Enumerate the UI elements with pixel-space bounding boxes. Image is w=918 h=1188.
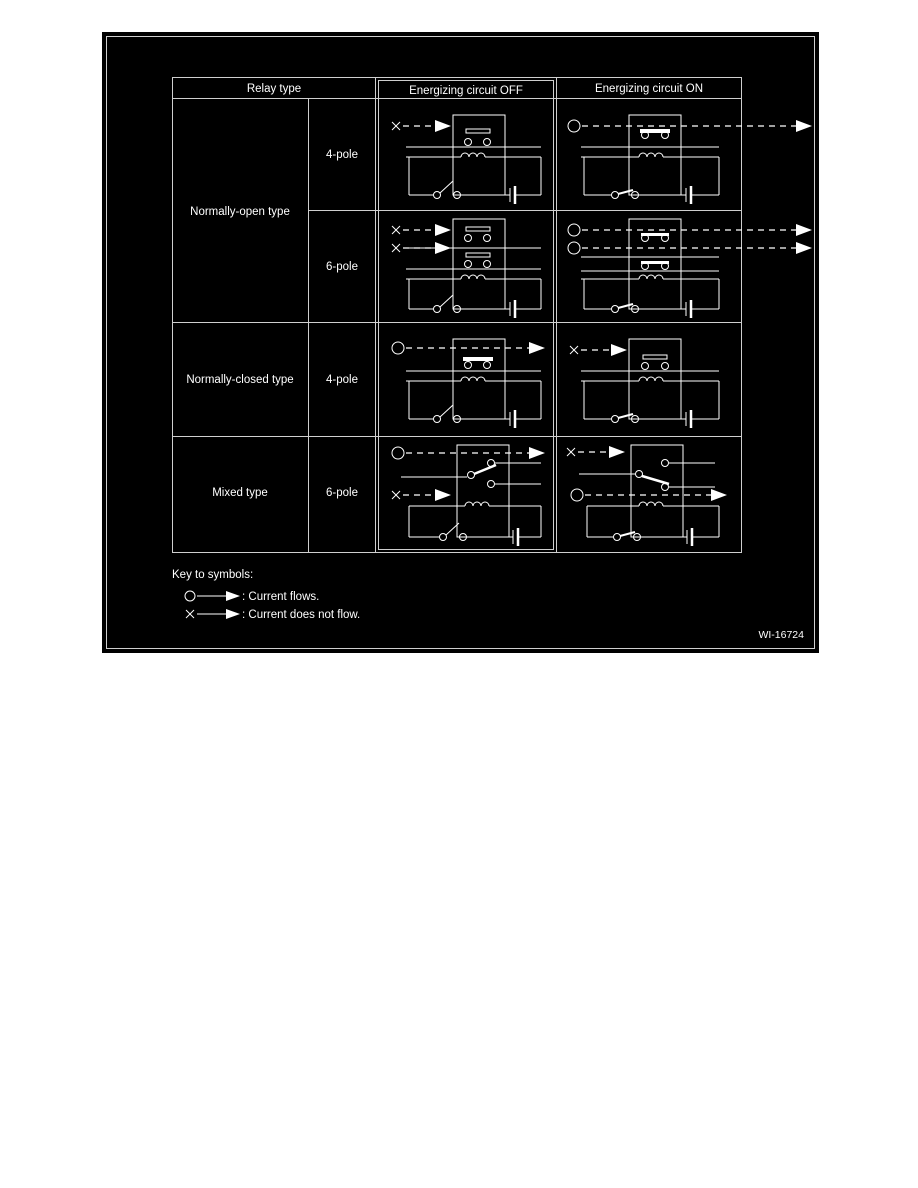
arrow-icon [609,446,625,458]
arrow-icon [796,242,812,254]
header-energizing-off: Energizing circuit OFF [409,85,523,97]
row-type-normally-open: Normally-open type [190,206,290,218]
switch-lever [618,190,633,194]
circuit-no6-on [568,219,812,318]
circuit-nc4-off [392,339,545,428]
arrow-icon [435,224,451,236]
row-pole-3: 4-pole [326,374,358,386]
coil [581,153,719,157]
circle-marker-icon [392,342,404,354]
cross-marker-icon [567,448,575,456]
arrow-icon [796,120,812,132]
row-type-mixed: Mixed type [212,487,268,499]
circuit-mixed-on [567,445,727,546]
contact-bar [640,129,670,133]
arrow-icon [796,224,812,236]
key-flows-row [185,591,319,603]
key-not-flow-text: : Current does not flow. [242,609,361,621]
circle-marker-icon [571,489,583,501]
row-pole-2: 6-pole [326,261,358,273]
arrow-icon [226,609,240,619]
circle-marker-icon [568,242,580,254]
arrow-icon [711,489,727,501]
cross-marker-icon [392,491,400,499]
switch-point [612,192,619,199]
row-type-normally-closed: Normally-closed type [186,374,294,386]
key-not-flow-row [186,609,360,621]
figure-frame [107,37,815,649]
row-pole-4: 6-pole [326,487,358,499]
relay-diagram-svg [102,32,819,653]
circuit-no4-on [568,115,812,204]
arrow-icon [529,447,545,459]
circuit-no6-off [392,219,541,318]
header-relay-type: Relay type [246,83,302,95]
arrow-icon [435,489,451,501]
circuit-nc4-on [570,339,719,428]
header-energizing-on: Energizing circuit ON [594,83,704,95]
figure-id: WI-16724 [758,629,804,641]
arrow-icon [611,344,627,356]
cross-marker-icon [392,122,400,130]
cross-marker-icon [570,346,578,354]
arrow-icon [226,591,240,601]
cross-marker-icon [392,226,400,234]
circle-marker-icon [568,120,580,132]
row-pole-1: 4-pole [326,149,358,161]
circuit-mixed-off [392,445,545,546]
circle-marker-icon [185,591,195,601]
key-flows-text: : Current flows. [242,591,320,603]
key-title: Key to symbols: [172,569,254,581]
circuit-no4-off [392,115,541,204]
arrow-icon [529,342,545,354]
circle-marker-icon [568,224,580,236]
cross-marker-icon [392,244,400,252]
cross-marker-icon [186,610,194,618]
circle-marker-icon [392,447,404,459]
arrow-icon [435,120,451,132]
relay-diagram-figure [102,32,819,653]
